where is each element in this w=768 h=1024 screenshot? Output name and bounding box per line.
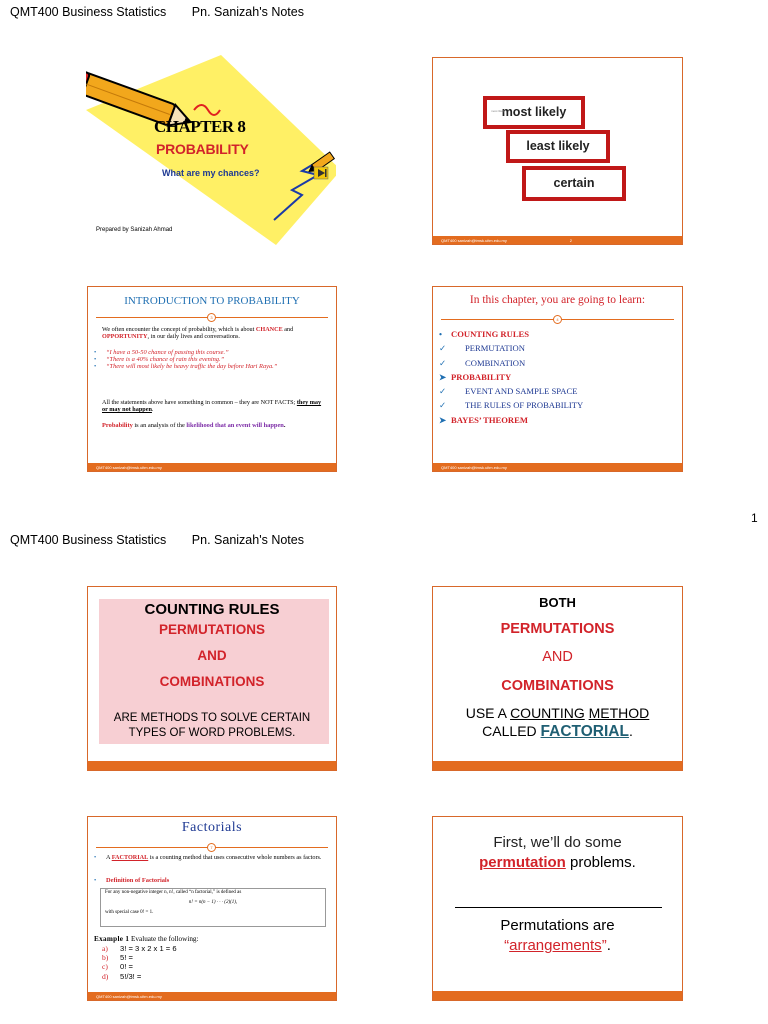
slide-counting-rules (87, 586, 337, 771)
topic-subitem: ✓ EVENT AND SAMPLE SPACE (439, 386, 578, 397)
definition-heading: • Definition of Factorials (94, 877, 170, 884)
page-number: 1 (751, 511, 758, 525)
slide-factorials (87, 816, 337, 1001)
slide3-footer-bar: QMT400 sanizah@tmsk.uitm.edu.my (88, 463, 336, 471)
slide5-title: COUNTING RULES (144, 601, 280, 618)
slide6-use-counting: USE A COUNTING METHOD (465, 705, 650, 721)
slide5-and: AND (197, 648, 227, 663)
slide-chapter-contents (432, 286, 683, 472)
slide-factorial-method (432, 586, 683, 771)
quote-item: • “There will most likely be heavy traffic the day before Hari Raya.” (94, 363, 278, 370)
slide8-footer-bar (433, 991, 682, 1000)
course-title: QMT400 Business Statistics (10, 5, 167, 19)
chapter-subtitle: PROBABILITY (156, 141, 249, 157)
slide-intro-probability (87, 286, 337, 472)
slide6-footer-bar (433, 761, 682, 770)
slide7-title: Factorials (181, 820, 243, 835)
slide2-footer-bar: QMT400 sanizah@tmsk.uitm.edu.my 2 (433, 236, 682, 244)
topic-subitem: ✓ PERMUTATION (439, 343, 525, 354)
chapter-topics-list (439, 327, 679, 427)
slide6-called-factorial: CALLED FACTORIAL. (482, 723, 633, 740)
notes-title: Pn. Sanizah's Notes (191, 533, 304, 547)
factorial-definition-bullet: • A FACTORIAL is a counting method that uses consecutive whole numbers as factors. (94, 854, 322, 861)
slide3-para1: We often encounter the concept of probability, which is about CHANCE and OPPORTUNITY, in our daily lives and conversations. (102, 326, 294, 340)
course-title: QMT400 Business Statistics (10, 533, 167, 547)
page2-header (10, 533, 326, 547)
slide6-combinations: COMBINATIONS (501, 678, 614, 694)
topic-subitem: ✓ THE RULES OF PROBABILITY (439, 400, 584, 411)
example-item: b) 5! = (102, 953, 133, 963)
slide8-line1: First, we’ll do some (493, 834, 622, 851)
slide-chapter-title (86, 55, 336, 245)
slide8-line2: permutation problems. (479, 854, 636, 871)
topic-item: ➤ PROBABILITY (439, 371, 512, 382)
card-least-likely: least likely (506, 130, 610, 163)
slide-permutations-intro (432, 816, 683, 1001)
slide5-permutations: PERMUTATIONS (159, 622, 265, 637)
topic-item: • COUNTING RULES (439, 329, 530, 339)
slide6-and: AND (542, 649, 573, 665)
page1-header (10, 5, 326, 19)
card-most-likely: most likely most likely (483, 96, 585, 129)
slide3-quotes (94, 349, 324, 370)
definition-box: For any non-negative integer n, n!, called “n factorial,” is defined as n! = n(n − 1) · · · (2)(1), with special case 0! = 1. (100, 888, 326, 927)
slide-likelihood-cards (432, 57, 683, 245)
slide5-footer-bar (88, 761, 336, 770)
slide7-number-badge: 7 (207, 843, 216, 852)
quote-item: • “There is a 40% chance of rain this evening.” (94, 356, 225, 363)
example-heading: Example 1 Evaluate the following: (94, 935, 199, 943)
slide5-combinations: COMBINATIONS (159, 674, 265, 689)
slide6-permutations: PERMUTATIONS (500, 621, 615, 637)
slide6-both: BOTH (539, 595, 576, 610)
slide5-description: ARE METHODS TO SOLVE CERTAIN TYPES OF WORD PROBLEMS. (113, 712, 311, 739)
example-item: d) 5!/3! = (102, 971, 142, 981)
slide3-para2: All the statements above have something in common – they are NOT FACTS; they may or may not happen. (102, 399, 322, 413)
topic-item: ➤ BAYES’ THEOREM (439, 414, 528, 425)
slide3-para3: Probability is an analysis of the likelihood that an event will happen. (102, 422, 286, 429)
topic-subitem: ✓ COMBINATION (439, 357, 526, 368)
example-item: c) 0! = (102, 962, 133, 972)
example-item: a) 3! = 3 x 2 x 1 = 6 (102, 944, 177, 953)
slide3-number-badge: 3 (207, 313, 216, 322)
example-list (102, 944, 177, 981)
chapter-title: CHAPTER 8 (154, 117, 246, 136)
slide4-title: In this chapter, you are going to learn: (469, 294, 646, 306)
slide8-separator (455, 907, 662, 908)
prepared-by: Prepared by Sanizah Ahmad (96, 227, 173, 233)
slide8-line4: “arrangements”. (504, 937, 611, 954)
slide4-footer-bar: QMT400 sanizah@tmsk.uitm.edu.my (433, 463, 682, 471)
slide7-footer-bar: QMT400 sanizah@tmsk.uitm.edu.my (88, 992, 336, 1000)
slide4-number-badge: 4 (553, 315, 562, 324)
quote-item: • “I have a 50-50 chance of passing this course.” (94, 349, 229, 356)
slide8-line3: Permutations are (500, 917, 615, 934)
slide3-title: INTRODUCTION TO PROBABILITY (124, 295, 300, 307)
notes-title: Pn. Sanizah's Notes (191, 5, 304, 19)
chapter-tagline: What are my chances? (162, 168, 260, 178)
card-certain: certain (522, 166, 626, 201)
